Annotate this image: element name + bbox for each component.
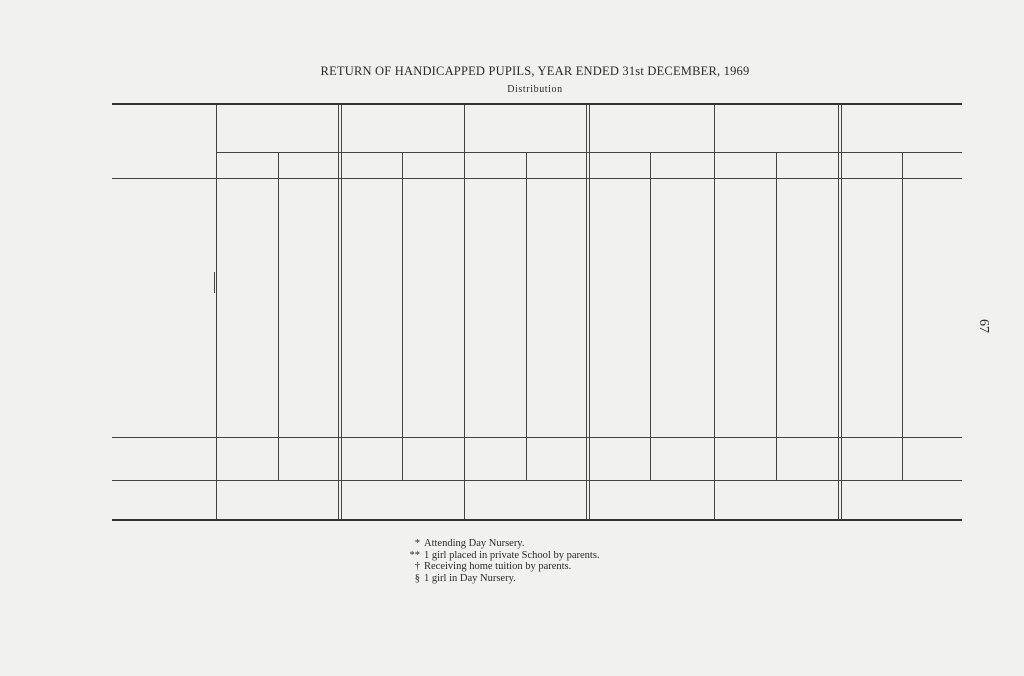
bg-divider <box>278 152 279 480</box>
footnote-mark: ** <box>409 549 420 561</box>
table-top-rule <box>112 103 962 105</box>
totals-top-rule <box>112 437 962 438</box>
footnotes <box>398 538 600 584</box>
bg-divider <box>402 152 403 480</box>
table-bottom-rule <box>112 519 962 521</box>
document-subtitle: Distribution <box>507 84 563 95</box>
bg-header-rule <box>112 178 962 179</box>
footnote-text: 1 girl placed in private School by parents. <box>424 549 600 561</box>
footnote-mark: * <box>414 538 420 549</box>
page-number: 67 <box>976 319 991 333</box>
brace-line <box>214 272 215 293</box>
footnote <box>398 550 600 562</box>
footnote-text: 1 girl in Day Nursery. <box>424 572 516 584</box>
group-divider <box>714 105 715 519</box>
footnote-mark: † <box>414 561 420 572</box>
footnote-text: Receiving home tuition by parents. <box>424 561 572 572</box>
document-title: RETURN OF HANDICAPPED PUPILS, YEAR ENDED 31st DECEMBER, 1969 <box>320 64 750 78</box>
footnote-mark: § <box>414 572 420 584</box>
bg-divider <box>650 152 651 480</box>
footnote <box>398 573 600 585</box>
group-divider-double <box>338 105 342 519</box>
totals-bottom-rule <box>112 480 962 481</box>
footnote-text: Attending Day Nursery. <box>424 538 525 549</box>
bg-divider <box>526 152 527 480</box>
group-divider <box>216 105 217 519</box>
footnote <box>398 538 600 550</box>
bg-divider <box>776 152 777 480</box>
group-divider-double <box>838 105 842 519</box>
group-divider-double <box>586 105 590 519</box>
group-divider <box>464 105 465 519</box>
bg-divider <box>902 152 903 480</box>
footnote <box>398 561 600 573</box>
